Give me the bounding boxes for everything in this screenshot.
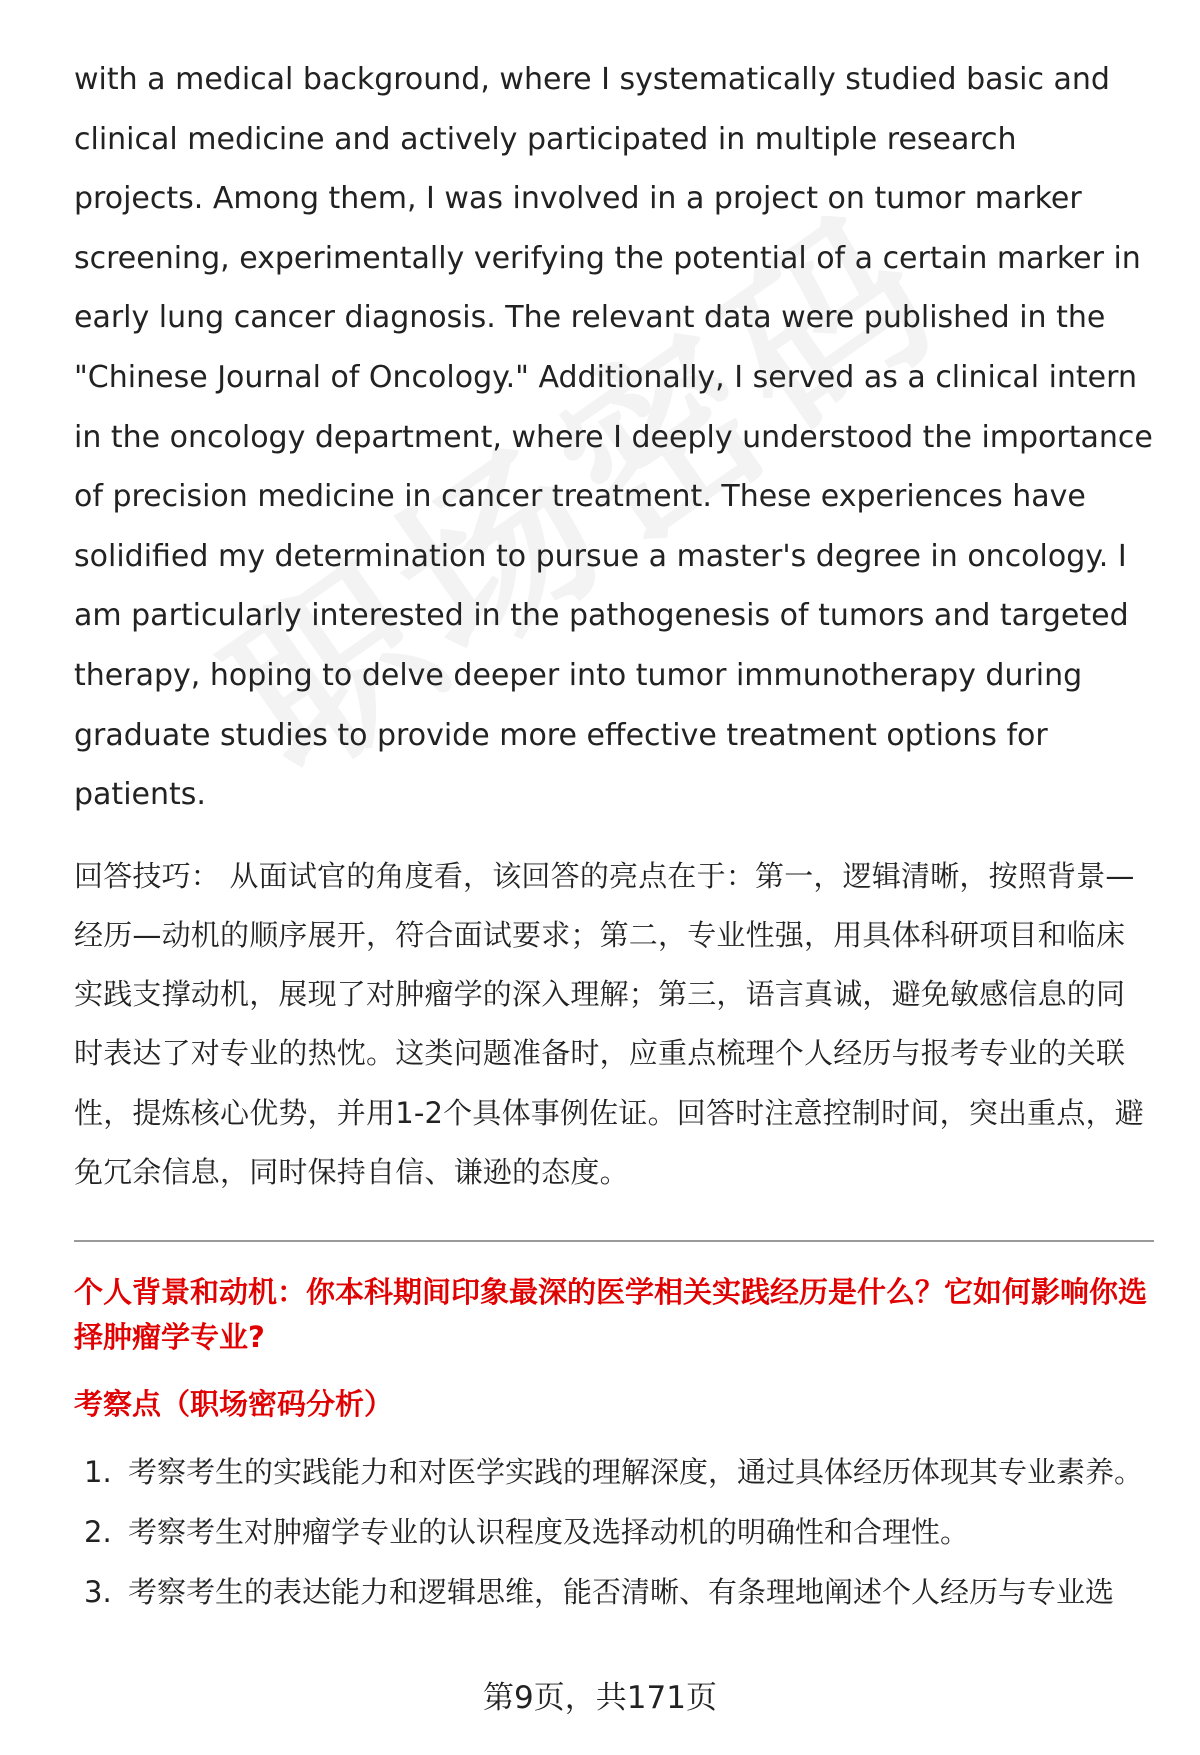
- section-divider: [74, 1240, 1154, 1242]
- list-item-number: 3.: [84, 1574, 112, 1609]
- list-item: [74, 1562, 1154, 1622]
- question-title: 个人背景和动机：你本科期间印象最深的医学相关实践经历是什么？它如何影响你选择肿瘤学专业?: [74, 1274, 1148, 1354]
- assessment-points-list: [74, 1442, 1154, 1622]
- list-item-text: 考察考生的表达能力和逻辑思维，能否清晰、有条理地阐述个人经历与专业选: [128, 1574, 1115, 1609]
- list-item-text: 考察考生的实践能力和对医学实践的理解深度，通过具体经历体现其专业素养。: [128, 1454, 1144, 1489]
- list-item-number: 1.: [84, 1454, 112, 1489]
- list-item-number: 2.: [84, 1514, 112, 1549]
- answer-tips-paragraph: 回答技巧： 从面试官的角度看，该回答的亮点在于：第一，逻辑清晰，按照背景—经历—动机的顺序展开，符合面试要求；第二，专业性强，用具体科研项目和临床实践支撑动机，展现了对肿瘤学的深入理解；第三，语言真诚，避免敏感信息的同时表达了对专业的热忱。这类问题准备时，应重点梳理个人经历与报考专业的关联性，提炼核心优势，并用1-2个具体事例佐证。回答时注意控制时间，突出重点，避免冗余信息，同时保持自信、谦逊的态度。: [74, 858, 1144, 1189]
- list-item: [74, 1442, 1154, 1502]
- list-item-text: 考察考生对肿瘤学专业的认识程度及选择动机的明确性和合理性。: [128, 1514, 970, 1549]
- list-item: [74, 1502, 1154, 1562]
- english-answer-paragraph: with a medical background, where I systematically studied basic and clinical medicine and actively participated in multiple research projects. Among them, I was involved in a project on tumor marker screening, experimentally verifying the potential of a certain marker in early lung cancer diagnosis. The relevant data were published in the "Chinese Journal of Oncology." Additionally, I served as a clinical intern in the oncology department, where I deeply understood the importance of precision medicine in cancer treatment. These experiences have solidified my determination to pursue a master's degree in oncology. I am particularly interested in the pathogenesis of tumors and targeted therapy, hoping to delve deeper into tumor immunotherapy during graduate studies to provide more effective treatment options for patients.: [74, 62, 1153, 813]
- assessment-points-heading: 考察点（职场密码分析）: [74, 1386, 394, 1421]
- document-content: [74, 50, 1154, 1622]
- page-number: 第9页，共171页: [483, 1680, 717, 1716]
